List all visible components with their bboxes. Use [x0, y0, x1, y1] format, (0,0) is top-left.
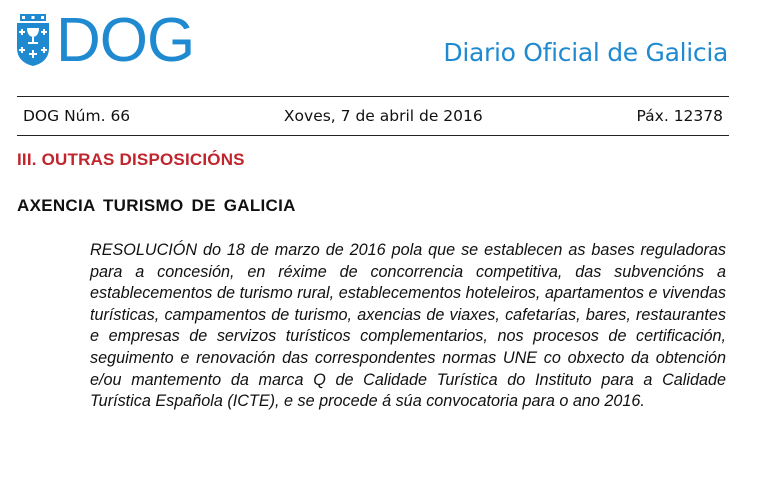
page-number: Páx. 12378	[636, 107, 723, 125]
galicia-coat-of-arms-icon	[14, 14, 52, 66]
resolution-summary: RESOLUCIÓN do 18 de marzo de 2016 pola que se establecen as bases reguladoras para a concesión, en réxime de concorrencia competitiva, das subvencións a establecementos de turismo rural, establecementos hoteleiros, apartamentos e vivendas turísticas, campamentos de turismo, axencias de viaxes, cafetarías, bares, restaurantes e empresas de servizos turísticos complementarios, nos procesos de certificación, seguimento e renovación das correspondentes normas UNE co obxecto da obtención e/ou mantemento da marca Q de Calidade Turística do Instituto para a Calidade Turística Española (ICTE), e se procede á súa convocatoria para o ano 2016.	[90, 241, 726, 411]
publication-title: Diario Oficial de Galicia	[443, 38, 728, 67]
dog-logo	[14, 6, 195, 75]
issue-number: DOG Núm. 66	[23, 107, 131, 125]
issue-info-bar	[17, 96, 729, 136]
section-heading: III. OUTRAS DISPOSICIÓNS	[17, 150, 245, 169]
issue-date: Xoves, 7 de abril de 2016	[283, 107, 483, 125]
organization-heading: AXENCIA TURISMO DE GALICIA	[17, 196, 296, 215]
dog-logo-text: DOG	[56, 6, 195, 75]
document-header	[0, 0, 768, 90]
